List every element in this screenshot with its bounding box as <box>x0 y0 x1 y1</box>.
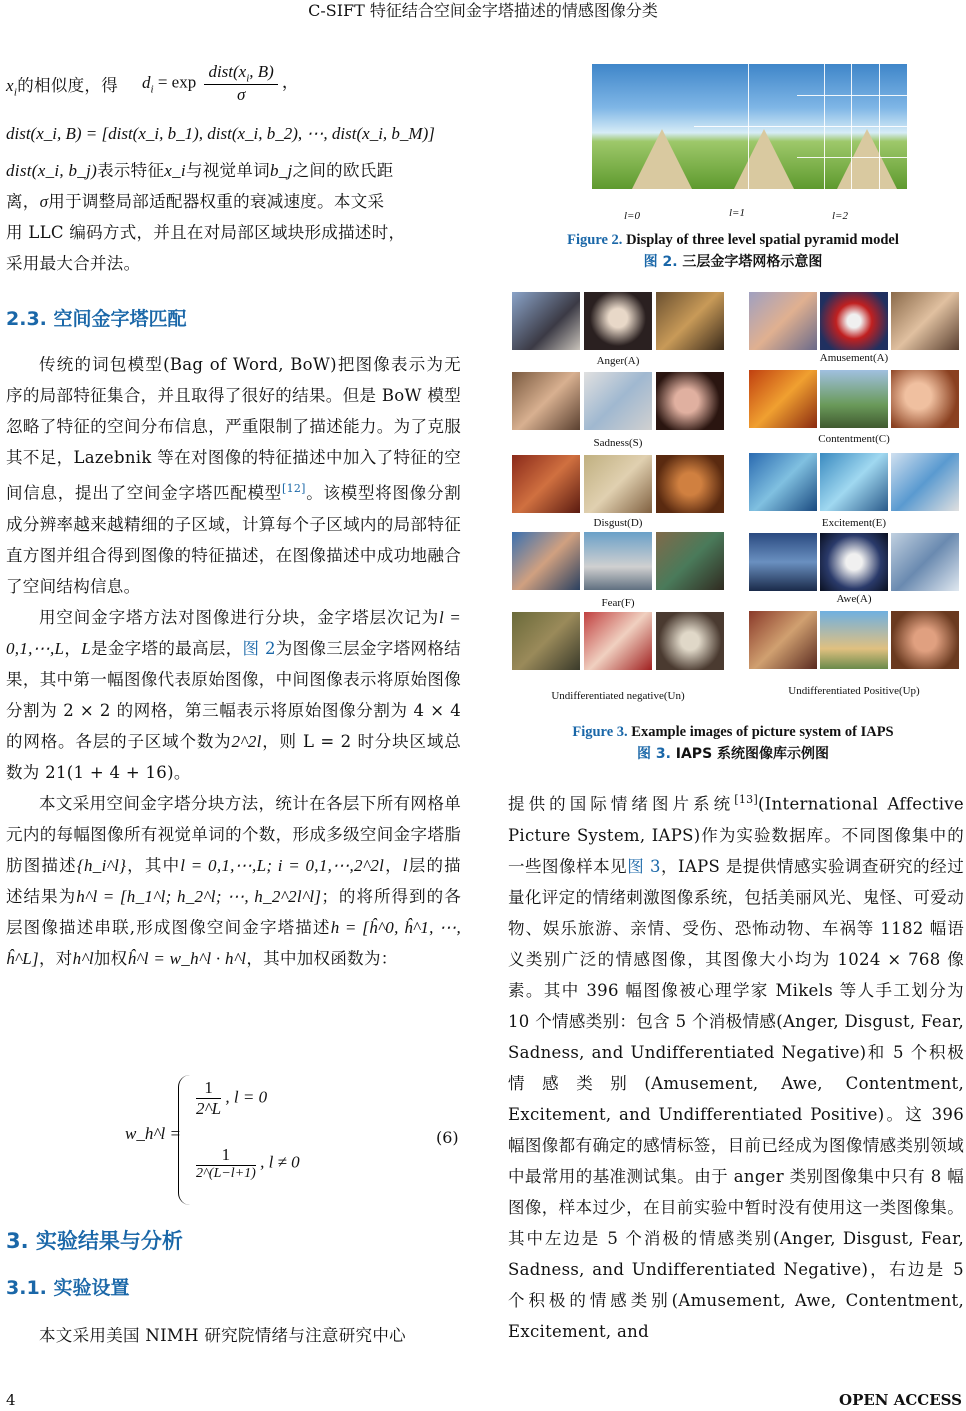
math-h-set: {h_i^l} <box>76 855 127 875</box>
pyramid-level-0-image <box>592 64 702 189</box>
equation-di: $d_i = \exp$ $dist(x_i$, B) σ ， <box>142 62 299 105</box>
text-seg: ；的将所得到的各层图像描述串联,形成图像空间金字塔描述 <box>6 886 462 937</box>
thumb-fear-2 <box>584 532 652 590</box>
pyramid-level-1-image <box>694 64 804 189</box>
math-h-concat: h = [ĥ^0, ĥ^1, ⋯, ĥ^L] <box>6 917 461 968</box>
thumb-fear-3 <box>656 532 724 590</box>
text-seg: ，IAPS 是提供情感实验调查研究的经过量化评定的情绪刺激图像系统，包括美丽风光、鬼怪、可爱动物、娱乐旅游、亲情、受伤、恐怖动物、车祸等 1182 幅语义类别广泛的情感图像，其图像大小均为 1024 × 768 像素。其中 396 幅图像被心理学家 Mikels 等人手工划分为 10 个情感类别：包含 5 个消极情感(Anger, Disgust, Fear, Sadness, and Undifferentiated Negative)和 5 个积极情感类别(Amusement, Awe, Contentment, Excitement, and Undifferentiated Positive)。这 396 幅图像都有确定的感情标签，目前已经成为图像情感类别领域中最常用的基准测试集。由于 anger 类别图像集中只有 8 幅图像，样本过少，在目前实验中暂时没有使用这一类图像集。其中左边是 5 个消极的情感类别(Anger, Disgust, Fear, Sadness, and Undifferentiated Negative)，右边是 5 个积极的情感类别(Amusement, Awe, Contentment, Excitement, and <box>508 856 964 1341</box>
page-number: 4 <box>6 1391 16 1409</box>
figure-2-zh-label: 图 2. <box>643 254 678 270</box>
text-seg: 为图像三层金字塔网格结果，其中第一幅图像代表原始图像，中间图像表示将原始图像分割为 2 × 2 的网格，第三幅表示将原始图像分割为 4 × 4 的网格。各层的子区域个数为 <box>6 638 461 751</box>
label-amusement: Amusement(A) <box>819 352 889 364</box>
text-line: 用 LLC 编码方式，并且在对局部区域块形成描述时， <box>6 223 406 242</box>
equation-6-brace <box>178 1075 195 1205</box>
equation-6-lhs: w_h^l = <box>125 1124 181 1143</box>
case1-denominator: 2^L <box>196 1099 222 1118</box>
section-3-1-heading: 3.1. 实验设置 <box>6 1277 130 1299</box>
text-seg: 。该模型将图像分割成分辨率越来越精细的子区域，计算每个子区域内的局部特征直方图并组合得到图像的特征描述，在图像描述中成功地融合了空间结构信息。 <box>6 483 461 596</box>
math-sigma: σ <box>39 192 49 211</box>
thumb-excitement-1 <box>749 453 817 511</box>
equation-6-case-2 <box>196 1145 300 1182</box>
open-access-label: OPEN ACCESS <box>839 1391 962 1409</box>
thumb-amusement-3 <box>891 292 959 350</box>
text-seg: 用空间金字塔方法对图像进行分块，金字塔层次记为 <box>39 607 440 627</box>
running-header: C-SIFT 特征结合空间金字塔描述的情感图像分类 <box>308 1 658 20</box>
math-l: l <box>402 855 408 875</box>
math-hl-vector: h^l = [h_1^l; h_2^l; ⋯, h_2^2l^l] <box>76 886 322 906</box>
label-sadness: Sadness(S) <box>593 437 643 449</box>
text-line: 采用最大合并法。 <box>6 254 141 273</box>
citation-12[interactable]: [12] <box>281 482 306 495</box>
figure-2-link[interactable]: 图 2 <box>242 638 276 658</box>
thumb-excitement-3 <box>891 453 959 511</box>
similarity-text: 的相似度，得 <box>17 76 119 95</box>
thumb-disgust-1 <box>512 455 580 513</box>
figure-3-caption-zh <box>500 743 966 763</box>
figure-3-title: Example images of picture system of IAPS <box>631 724 894 740</box>
text-line: 本文采用美国 NIMH 研究院情绪与注意研究中心 <box>39 1326 406 1345</box>
pyramid-label-2: l=2 <box>832 210 848 222</box>
pyramid-level-2-image <box>797 64 907 189</box>
thumb-negative-2 <box>584 612 652 670</box>
paragraph-nimh <box>6 1320 461 1351</box>
label-contentment: Contentment(C) <box>818 433 890 445</box>
text-seg: 本文采用空间金字塔分块方法，统计在各层下所有网格单元内的每幅图像所有视觉单词的个数，形成多级空间金字塔脂肪图描述 <box>6 793 461 875</box>
thumb-awe-3 <box>891 533 959 591</box>
thumb-disgust-2 <box>584 455 652 513</box>
text-seg: 离， <box>6 192 40 211</box>
math-weighted-h: ĥ^l = w_h^l · h^l <box>127 948 247 968</box>
thumb-anger-3 <box>656 292 724 350</box>
label-undifferentiated-positive: Undifferentiated Positive(Up) <box>788 685 920 697</box>
symbol-xi: $x_i$ <box>6 76 18 99</box>
math-index-range: l = 0,1,⋯,L; i = 0,1,⋯,2^2l <box>180 855 385 875</box>
math-xi: x_i <box>164 161 186 180</box>
paragraph-iaps <box>508 784 964 1347</box>
text-seg: 之间的欧氏距 <box>292 161 394 180</box>
paragraph-pyramid <box>6 602 461 788</box>
equation-6-case-1 <box>196 1078 267 1119</box>
thumb-negative-3 <box>656 612 724 670</box>
left-body <box>6 349 461 974</box>
figure-3-label: Figure 3. <box>572 724 628 740</box>
text-seg: ， <box>38 948 56 968</box>
text-seg: ， <box>384 855 403 875</box>
thumb-contentment-3 <box>891 370 959 428</box>
thumb-amusement-1 <box>749 292 817 350</box>
text-seg: 用于调整局部适配器权重的衰减速度。本文采 <box>48 192 385 211</box>
math-L: L <box>81 638 91 658</box>
text-seg: ，其中加权函数为： <box>246 948 398 968</box>
text-seg: 加权 <box>93 948 128 968</box>
text-seg: ， <box>64 638 82 658</box>
math-2-2l: 2^2l <box>231 731 262 751</box>
thumb-sadness-3 <box>656 372 724 430</box>
thumb-disgust-3 <box>656 455 724 513</box>
right-body <box>508 784 964 1347</box>
case1-numerator: 1 <box>196 1078 221 1099</box>
text-seg: (International Affective Picture System, IAPS)作为实验数据库。不同图像集中的一些图像样本见 <box>508 794 964 876</box>
figure-2-caption-en <box>500 232 966 249</box>
label-awe: Awe(A) <box>836 593 872 605</box>
thumb-positive-3 <box>891 611 959 669</box>
thumb-negative-1 <box>512 612 580 670</box>
figure-3-zh-title: IAPS 系统图像库示例图 <box>675 746 830 762</box>
case2-denominator: 2^(L−l+1) <box>196 1166 256 1181</box>
thumb-sadness-1 <box>512 372 580 430</box>
label-excitement: Excitement(E) <box>821 517 887 529</box>
thumb-positive-2 <box>820 611 888 669</box>
thumb-contentment-2 <box>820 370 888 428</box>
label-fear: Fear(F) <box>601 597 635 609</box>
text-seg: ，其中 <box>126 855 181 875</box>
text-seg: 层的描述结果为 <box>6 855 461 906</box>
equation-dist-vector: dist(x_i, B) = [dist(x_i, b_1), dist(x_i, b_2), ⋯, dist(x_i, b_M)] <box>6 124 435 143</box>
figure-3-link[interactable]: 图 3 <box>627 856 661 876</box>
text-seg: 表示特征 <box>97 161 165 180</box>
thumb-contentment-1 <box>749 370 817 428</box>
text-seg: 传统的词包模型(Bag of Word, BoW)把图像表示为无序的局部特征集合，并且取得了很好的结果。但是 BoW 模型忽略了特征的空间分布信息，严重限制了描述能力。为了克服其不足，Lazebnik 等在对图像的特征描述中加入了特征的空间信息，提出了空间金字塔匹配模型 <box>6 355 461 503</box>
thumb-amusement-2 <box>820 292 888 350</box>
thumb-anger-2 <box>584 292 652 350</box>
figure-2-zh-title: 三层金字塔网格示意图 <box>682 254 823 270</box>
case2-condition: , l ≠ 0 <box>260 1152 300 1172</box>
figure-2-label: Figure 2. <box>567 232 623 248</box>
thumb-sadness-2 <box>584 372 652 430</box>
figure-2-caption-zh <box>500 251 966 271</box>
text-seg: 提供的国际情绪图片系统 <box>508 794 735 814</box>
figure-3-zh-label: 图 3. <box>636 746 671 762</box>
thumb-fear-1 <box>512 532 580 590</box>
thumb-positive-1 <box>749 611 817 669</box>
dist-explanation <box>6 155 466 279</box>
equation-6-number: (6) <box>436 1128 459 1147</box>
thumb-awe-2 <box>820 533 888 591</box>
case2-numerator: 1 <box>196 1145 256 1166</box>
figure-3-caption-en <box>500 724 966 741</box>
math-l-range: l = 0,1,⋯,L <box>6 607 461 658</box>
section-2-3-heading: 2.3. 空间金字塔匹配 <box>6 308 187 330</box>
text-seg: 与视觉单词 <box>185 161 270 180</box>
label-anger: Anger(A) <box>596 355 640 367</box>
math-dist-xb: dist(x_i, b_j) <box>6 161 98 180</box>
section-3-heading: 3. 实验结果与分析 <box>6 1229 183 1253</box>
text-seg: 是金字塔的最高层， <box>90 638 243 658</box>
math-hl: h^l <box>72 948 94 968</box>
pyramid-label-0: l=0 <box>624 210 640 222</box>
thumb-excitement-2 <box>820 453 888 511</box>
math-bj: b_j <box>269 161 293 180</box>
text-seg: 对 <box>55 948 73 968</box>
thumb-awe-1 <box>749 533 817 591</box>
label-undifferentiated-negative: Undifferentiated negative(Un) <box>551 690 685 702</box>
paragraph-bow <box>6 349 461 602</box>
label-disgust: Disgust(D) <box>593 517 643 529</box>
pyramid-label-1: l=1 <box>729 207 745 219</box>
paragraph-descriptor <box>6 788 461 974</box>
text-seg: ，则 L = 2 时分块区域总数为 21(1 + 4 + 16)。 <box>6 731 462 782</box>
case1-condition: , l = 0 <box>225 1087 268 1107</box>
citation-13[interactable]: [13] <box>734 793 759 806</box>
figure-2-title: Display of three level spatial pyramid model <box>626 232 899 248</box>
thumb-anger-1 <box>512 292 580 350</box>
